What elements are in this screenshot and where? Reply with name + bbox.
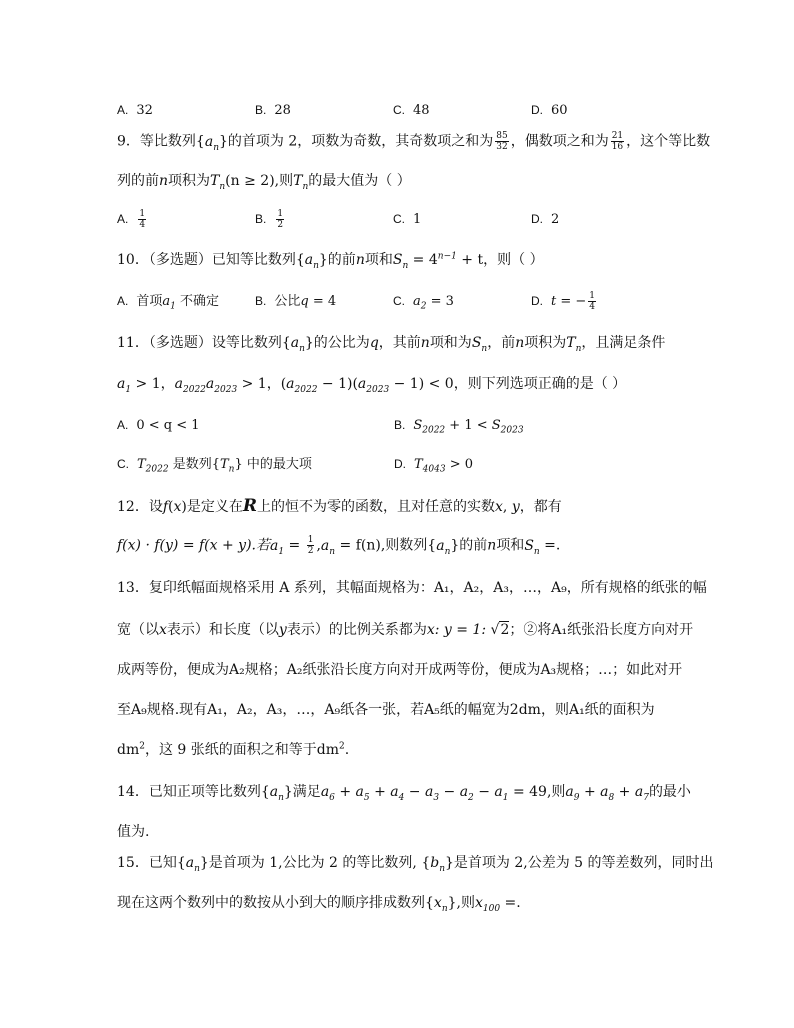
q13-line-5: $dm^2$，这 9 张纸的面积之和等于$dm^2$. — [117, 741, 350, 758]
q10-option-d: D. t = − $\frac{1}{4}$ — [531, 291, 596, 312]
q12-line-1: 12．设f(x)是定义在R上的恒不为零的函数，且对任意的实数x, y，都有 — [117, 496, 562, 516]
q9-option-d: D. 2 — [531, 212, 560, 227]
q13-line-1: 13．复印纸幅面规格采用 A 系列，其幅面规格为：A₁，A₂，A₃，…，A₉，所有规格的纸张的幅 — [117, 580, 707, 596]
q11-option-d: D. $T_{4043} > 0$ — [394, 457, 474, 475]
q15-line-2: 现在这两个数列中的数按从小到大的顺序排成数列$\{x_n\}$,则$x_{100}$ =. — [117, 895, 521, 914]
q10-stem: 10．（多选题）已知等比数列$\{a_n\}$的前n项和$S_n = 4^{n-1} + t$，则（ ） — [117, 251, 544, 271]
q11-option-a: A. 0 < q < 1 — [117, 418, 200, 433]
q9-option-b: B. $\frac{1}{2}$ — [255, 209, 284, 230]
q9-option-c: C. 1 — [393, 212, 422, 227]
q10-option-c: C. $a_2 = 3$ — [393, 294, 454, 312]
q11-option-c: C. $T_{2022}$ 是数列$\{T_n\}$ 中的最大项 — [117, 457, 312, 475]
q14-line-2: 值为. — [117, 824, 150, 840]
q13-line-3: 成两等份，便成为A₂规格；A₂纸张沿长度方向对开成两等份，便成为A₃规格；…；如此对开 — [117, 662, 683, 678]
q10-option-a: A. 首项$a_1$ 不确定 — [117, 294, 219, 312]
q9-line-1: 9．等比数列$\{a_n\}$的首项为 2，项数为奇数，其奇数项之和为 $\frac{85}{32}$ ，偶数项之和为 $\frac{21}{16}$ ，这个等比数 — [117, 131, 711, 153]
q11-option-b: B. $S_{2022} + 1 < S_{2023}$ — [394, 418, 524, 436]
q8-option-d: D. 60 — [531, 103, 568, 118]
q8-option-a: A. 32 — [117, 103, 153, 118]
q13-line-2: 宽（以x表示）和长度（以y表示）的比例关系都为x: y = 1: √2；②将A₁纸张沿长度方向对开 — [117, 622, 694, 638]
q10-option-b: B. 公比q = 4 — [255, 294, 337, 309]
q14-line-1: 14．已知正项等比数列$\{a_n\}$满足$a_6 + a_5 + a_4 - a_3 - a_2 - a_1 = 49$,则$a_9 + a_8 + a_7$的最小 — [117, 784, 691, 803]
q11-line-2: $a_1 > 1$，$a_{2022}a_{2023} > 1$，$(a_{2022} - 1)(a_{2023} - 1) < 0$，则下列选项正确的是（ ） — [117, 376, 627, 395]
q8-option-b: B. 28 — [255, 103, 291, 118]
q11-line-1: 11．（多选题）设等比数列$\{a_n\}$的公比为q，其前n项和为$S_n$，前n项积为$T_n$，且满足条件 — [117, 335, 666, 354]
fraction: $\frac{85}{32}$ — [496, 131, 508, 152]
q8-option-c: C. 48 — [393, 103, 430, 118]
q12-line-2: f(x) · f(y) = f(x + y).若$a_1$ = $\frac{1}{2}$ $,a_n = f(n)$,则数列$\{a_n\}$的前n项和$S_n$ =. — [117, 535, 561, 557]
q15-line-1: 15．已知$\{a_n\}$是首项为 1,公比为 2 的等比数列, $\{b_n\}$是首项为 2,公差为 5 的等差数列，同时出 — [117, 855, 714, 874]
q9-line-2: 列的前n项积为$T_n(n \ge 2)$,则$T_n$的最大值为（ ） — [117, 173, 411, 192]
q9-option-a: A. $\frac{1}{4}$ — [117, 209, 146, 230]
fraction: $\frac{21}{16}$ — [611, 131, 624, 152]
q13-line-4: 至A₉规格.现有A₁，A₂，A₃，…，A₉纸各一张，若A₅纸的幅宽为2dm，则A₁纸的面积为 — [117, 702, 655, 718]
